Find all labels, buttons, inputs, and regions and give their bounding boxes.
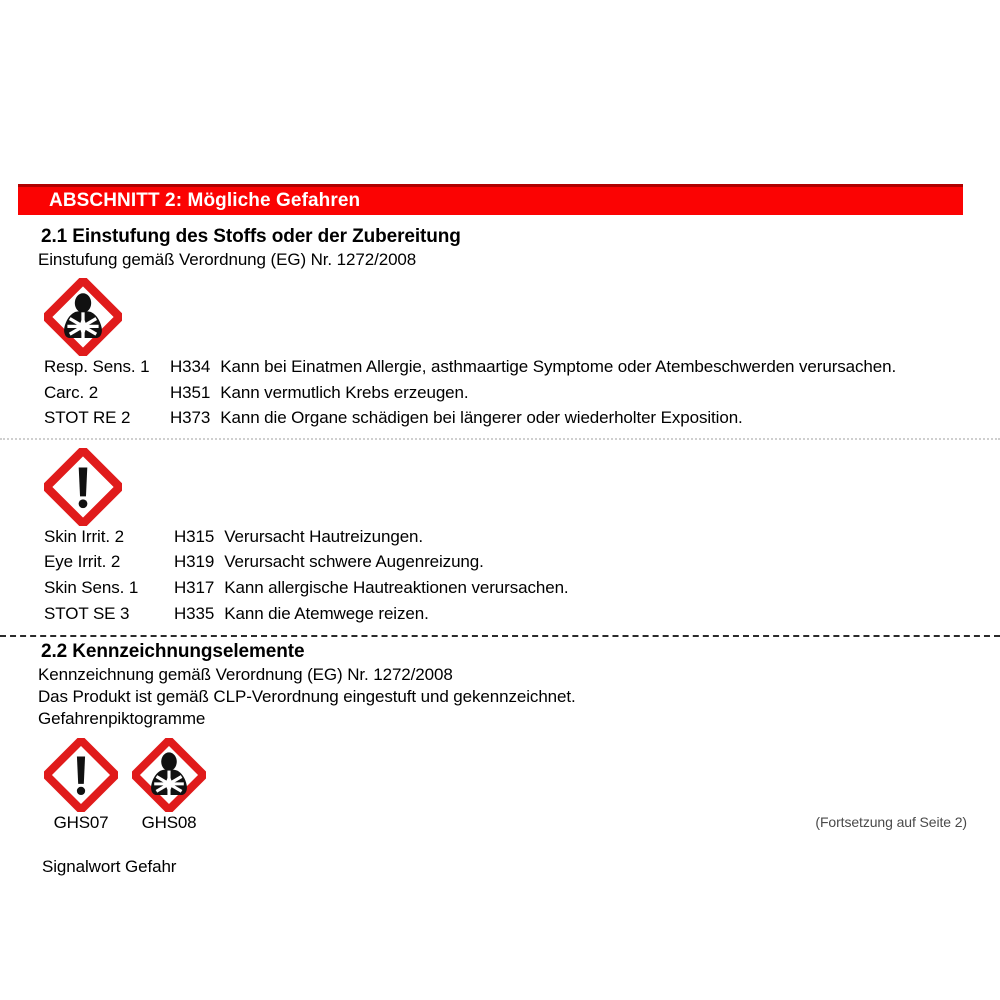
section-banner [18,184,963,215]
section-2-2-line-3: Gefahrenpiktogramme [38,709,206,729]
section-2-2-line-1: Kennzeichnung gemäß Verordnung (EG) Nr. 1272/2008 [38,665,453,685]
hazard-statement: Kann vermutlich Krebs erzeugen. [220,382,469,402]
hazard-statement: Verursacht Hautreizungen. [224,526,424,546]
pictogram-group-2 [0,440,1000,526]
continuation-note: (Fortsetzung auf Seite 2) [815,814,967,830]
pictogram-ghs07 [44,738,118,833]
ghs07-exclamation-mark-icon [44,448,122,526]
pictogram-label: GHS08 [141,813,197,833]
table-row [0,356,896,382]
hazard-statement: Kann die Organe schädigen bei längerer oder wiederholter Exposition. [220,408,743,428]
section-banner-title: ABSCHNITT 2: Mögliche Gefahren [49,190,361,211]
table-row [0,526,569,552]
section-2-2-line-2: Das Produkt ist gemäß CLP-Verordnung eingestuft und gekennzeichnet. [38,687,576,707]
table-row [0,382,896,408]
pictogram-ghs07 [44,448,122,526]
signal-word: Signalwort Gefahr [42,857,177,877]
section-2-2-heading: 2.2 Kennzeichnungselemente [41,641,305,663]
hazard-statement: Kann die Atemwege reizen. [224,603,429,623]
hazard-class: Eye Irrit. 2 [44,552,121,572]
pictogram-ghs08 [44,278,122,356]
hazard-statement: Kann allergische Hautreaktionen verursachen. [224,578,569,598]
pictogram-ghs08 [132,738,206,833]
hazard-code: H315 [174,526,215,546]
hazard-code: H351 [170,382,211,402]
hazard-statement: Verursacht schwere Augenreizung. [224,552,484,572]
hazard-class: STOT SE 3 [44,603,130,623]
table-row [0,407,896,433]
hazard-code: H319 [174,552,215,572]
hazard-table-group-2 [0,526,569,628]
table-row [0,551,569,577]
hazard-class: Carc. 2 [44,382,99,402]
table-row [0,603,569,629]
section-2-1-heading: 2.1 Einstufung des Stoffs oder der Zubereitung [41,226,461,247]
document-content [0,215,1000,877]
hazard-code: H335 [174,603,215,623]
ghs08-health-hazard-icon [44,278,122,356]
hazard-code: H334 [170,357,211,376]
table-row [0,577,569,603]
hazard-class: STOT RE 2 [44,408,131,428]
ghs07-exclamation-mark-icon [44,738,118,812]
hazard-code: H317 [174,578,215,598]
ghs08-health-hazard-icon [132,738,206,812]
hazard-statement: Kann bei Einatmen Allergie, asthmaartige Symptome oder Atembeschwerden verursachen. [220,357,897,376]
hazard-class: Resp. Sens. 1 [44,357,150,376]
hazard-class: Skin Irrit. 2 [44,526,124,546]
hazard-class: Skin Sens. 1 [44,578,139,598]
pictogram-label: GHS07 [53,813,109,833]
section-2-1-subtext: Einstufung gemäß Verordnung (EG) Nr. 1272/2008 [38,250,417,269]
hazard-table-group-1 [0,356,896,433]
pictogram-group-1 [0,270,1000,356]
hazard-code: H373 [170,408,211,428]
